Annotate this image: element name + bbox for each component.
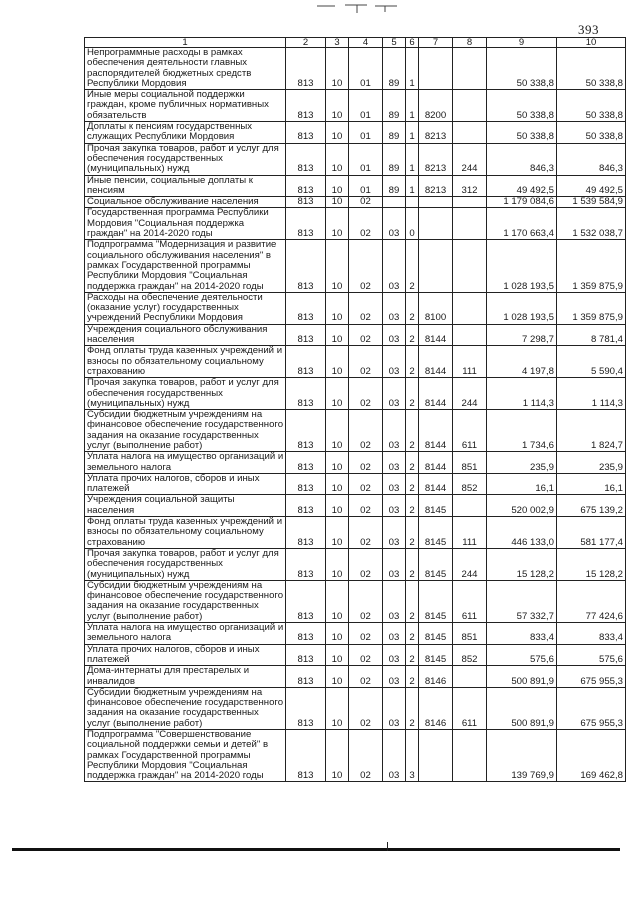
subsection-code: 02	[349, 410, 383, 452]
section-code: 10	[326, 644, 349, 666]
section-code: 10	[326, 687, 349, 729]
subsection-code: 02	[349, 346, 383, 378]
target-item-code	[419, 48, 453, 90]
expense-type-code: 244	[453, 143, 487, 175]
target-item-code	[419, 730, 453, 782]
table-row	[85, 143, 626, 175]
table-row	[85, 666, 626, 688]
ministry-code: 813	[286, 548, 326, 580]
ministry-code: 813	[286, 452, 326, 474]
subprogram-code: 2	[406, 623, 419, 645]
target-item-code: 8145	[419, 517, 453, 549]
amount-second-year: 581 177,4	[557, 517, 626, 549]
program-code	[383, 197, 406, 208]
target-item-code	[419, 208, 453, 240]
table-row	[85, 292, 626, 324]
column-number-5: 5	[383, 38, 406, 48]
amount-second-year: 1 532 038,7	[557, 208, 626, 240]
program-code: 03	[383, 580, 406, 622]
subsection-code: 02	[349, 208, 383, 240]
subsection-code: 01	[349, 122, 383, 144]
section-code: 10	[326, 473, 349, 495]
subsection-code: 01	[349, 90, 383, 122]
amount-first-year: 4 197,8	[487, 346, 557, 378]
amount-second-year: 575,6	[557, 644, 626, 666]
target-item-code: 8213	[419, 175, 453, 197]
column-number-row	[85, 38, 626, 48]
program-code: 03	[383, 208, 406, 240]
expense-type-code	[453, 197, 487, 208]
section-code: 10	[326, 208, 349, 240]
subsection-code: 02	[349, 548, 383, 580]
amount-first-year: 50 338,8	[487, 122, 557, 144]
section-code: 10	[326, 410, 349, 452]
expense-type-code: 851	[453, 623, 487, 645]
program-code: 03	[383, 623, 406, 645]
ministry-code: 813	[286, 175, 326, 197]
table-row	[85, 644, 626, 666]
amount-first-year: 57 332,7	[487, 580, 557, 622]
table-row	[85, 410, 626, 452]
expense-name: Уплата налога на имущество организаций и земельного налога	[85, 452, 286, 474]
table-row	[85, 378, 626, 410]
expense-name: Государственная программа Республики Мордовия "Социальная поддержка граждан" на 2014-2020 годы	[85, 208, 286, 240]
section-code: 10	[326, 122, 349, 144]
amount-first-year: 16,1	[487, 473, 557, 495]
target-item-code: 8144	[419, 410, 453, 452]
section-code: 10	[326, 90, 349, 122]
subprogram-code: 0	[406, 208, 419, 240]
target-item-code: 8213	[419, 143, 453, 175]
program-code: 03	[383, 292, 406, 324]
expense-type-code	[453, 240, 487, 292]
expense-type-code	[453, 730, 487, 782]
subsection-code: 02	[349, 623, 383, 645]
expense-type-code: 244	[453, 548, 487, 580]
amount-first-year: 500 891,9	[487, 666, 557, 688]
ministry-code: 813	[286, 197, 326, 208]
program-code: 03	[383, 548, 406, 580]
subprogram-code: 2	[406, 452, 419, 474]
amount-second-year: 15 128,2	[557, 548, 626, 580]
ministry-code: 813	[286, 378, 326, 410]
program-code: 03	[383, 324, 406, 346]
amount-first-year: 50 338,8	[487, 48, 557, 90]
target-item-code: 8213	[419, 122, 453, 144]
amount-second-year: 1 359 875,9	[557, 240, 626, 292]
program-code: 03	[383, 495, 406, 517]
expense-type-code	[453, 495, 487, 517]
expense-name: Дома-интернаты для престарелых и инвалидов	[85, 666, 286, 688]
target-item-code: 8100	[419, 292, 453, 324]
expense-name: Расходы на обеспечение деятельности (оказание услуг) государственных учреждений Республики Мордовия	[85, 292, 286, 324]
column-number-4: 4	[349, 38, 383, 48]
program-code: 89	[383, 48, 406, 90]
subprogram-code: 1	[406, 143, 419, 175]
expense-type-code	[453, 48, 487, 90]
subsection-code: 02	[349, 240, 383, 292]
amount-first-year: 575,6	[487, 644, 557, 666]
expense-name: Прочая закупка товаров, работ и услуг для обеспечения государственных (муниципальных) нужд	[85, 143, 286, 175]
table-row	[85, 452, 626, 474]
subsection-code: 02	[349, 473, 383, 495]
subprogram-code: 2	[406, 644, 419, 666]
expense-type-code	[453, 122, 487, 144]
expense-name: Уплата налога на имущество организаций и земельного налога	[85, 623, 286, 645]
program-code: 89	[383, 122, 406, 144]
amount-second-year: 1 824,7	[557, 410, 626, 452]
expense-name: Доплаты к пенсиям государственных служащих Республики Мордовия	[85, 122, 286, 144]
subsection-code: 01	[349, 48, 383, 90]
expense-type-code: 111	[453, 517, 487, 549]
subprogram-code: 2	[406, 240, 419, 292]
subprogram-code: 2	[406, 687, 419, 729]
ministry-code: 813	[286, 346, 326, 378]
ministry-code: 813	[286, 143, 326, 175]
expense-type-code	[453, 666, 487, 688]
table-row	[85, 197, 626, 208]
section-code: 10	[326, 623, 349, 645]
expense-name: Уплата прочих налогов, сборов и иных платежей	[85, 644, 286, 666]
subprogram-code: 2	[406, 495, 419, 517]
column-number-6: 6	[406, 38, 419, 48]
table-row	[85, 346, 626, 378]
program-code: 03	[383, 378, 406, 410]
subsection-code: 02	[349, 517, 383, 549]
table-row	[85, 517, 626, 549]
page-number: 393	[578, 22, 599, 37]
target-item-code: 8144	[419, 324, 453, 346]
column-number-7: 7	[419, 38, 453, 48]
ministry-code: 813	[286, 687, 326, 729]
program-code: 03	[383, 410, 406, 452]
expense-name: Подпрограмма "Модернизация и развитие социального обслуживания населения" в рамках Государственной программы Республики Мордовия "Социальная поддержка граждан" на 2014-2020 годы	[85, 240, 286, 292]
subsection-code: 02	[349, 292, 383, 324]
section-code: 10	[326, 346, 349, 378]
section-code: 10	[326, 378, 349, 410]
program-code: 03	[383, 240, 406, 292]
target-item-code: 8145	[419, 644, 453, 666]
expense-name: Непрограммные расходы в рамках обеспечения деятельности главных распорядителей бюджетных средств Республики Мордовия	[85, 48, 286, 90]
expense-name: Прочая закупка товаров, работ и услуг для обеспечения государственных (муниципальных) нужд	[85, 548, 286, 580]
subsection-code: 01	[349, 175, 383, 197]
section-code: 10	[326, 197, 349, 208]
target-item-code	[419, 240, 453, 292]
amount-first-year: 1 734,6	[487, 410, 557, 452]
column-number-1: 1	[85, 38, 286, 48]
section-code: 10	[326, 517, 349, 549]
amount-first-year: 1 114,3	[487, 378, 557, 410]
table-row	[85, 495, 626, 517]
ministry-code: 813	[286, 473, 326, 495]
bottom-rule	[12, 848, 620, 851]
target-item-code	[419, 197, 453, 208]
expense-type-code: 312	[453, 175, 487, 197]
subprogram-code: 2	[406, 517, 419, 549]
target-item-code: 8144	[419, 452, 453, 474]
amount-second-year: 833,4	[557, 623, 626, 645]
target-item-code: 8146	[419, 687, 453, 729]
expense-type-code: 852	[453, 644, 487, 666]
target-item-code: 8145	[419, 580, 453, 622]
ministry-code: 813	[286, 623, 326, 645]
expense-type-code	[453, 208, 487, 240]
table-body	[85, 48, 626, 782]
subsection-code: 02	[349, 197, 383, 208]
amount-first-year: 50 338,8	[487, 90, 557, 122]
subprogram-code: 2	[406, 548, 419, 580]
amount-first-year: 1 179 084,6	[487, 197, 557, 208]
target-item-code: 8200	[419, 90, 453, 122]
amount-second-year: 49 492,5	[557, 175, 626, 197]
subprogram-code: 2	[406, 580, 419, 622]
program-code: 89	[383, 143, 406, 175]
ministry-code: 813	[286, 410, 326, 452]
amount-second-year: 50 338,8	[557, 122, 626, 144]
amount-first-year: 139 769,9	[487, 730, 557, 782]
section-code: 10	[326, 175, 349, 197]
bottom-rule-tick	[387, 842, 388, 851]
target-item-code: 8145	[419, 495, 453, 517]
section-code: 10	[326, 452, 349, 474]
subsection-code: 02	[349, 452, 383, 474]
ministry-code: 813	[286, 292, 326, 324]
section-code: 10	[326, 548, 349, 580]
ministry-code: 813	[286, 730, 326, 782]
amount-first-year: 446 133,0	[487, 517, 557, 549]
amount-second-year: 8 781,4	[557, 324, 626, 346]
amount-second-year: 846,3	[557, 143, 626, 175]
expense-type-code: 111	[453, 346, 487, 378]
expense-type-code: 611	[453, 410, 487, 452]
column-number-3: 3	[326, 38, 349, 48]
subprogram-code: 2	[406, 410, 419, 452]
amount-first-year: 846,3	[487, 143, 557, 175]
expense-name: Иные меры социальной поддержки граждан, кроме публичных нормативных обязательств	[85, 90, 286, 122]
amount-second-year: 1 114,3	[557, 378, 626, 410]
section-code: 10	[326, 48, 349, 90]
program-code: 03	[383, 644, 406, 666]
amount-second-year: 235,9	[557, 452, 626, 474]
amount-first-year: 520 002,9	[487, 495, 557, 517]
expense-type-code: 244	[453, 378, 487, 410]
amount-second-year: 50 338,8	[557, 48, 626, 90]
budget-table	[84, 37, 626, 782]
subsection-code: 02	[349, 324, 383, 346]
amount-first-year: 1 170 663,4	[487, 208, 557, 240]
expense-type-code: 611	[453, 687, 487, 729]
table-row	[85, 730, 626, 782]
table-row	[85, 687, 626, 729]
program-code: 03	[383, 666, 406, 688]
expense-name: Учреждения социального обслуживания населения	[85, 324, 286, 346]
section-code: 10	[326, 580, 349, 622]
section-code: 10	[326, 730, 349, 782]
ministry-code: 813	[286, 122, 326, 144]
amount-first-year: 7 298,7	[487, 324, 557, 346]
program-code: 03	[383, 473, 406, 495]
subprogram-code: 1	[406, 90, 419, 122]
subsection-code: 02	[349, 644, 383, 666]
expense-type-code	[453, 324, 487, 346]
table-row	[85, 580, 626, 622]
scan-artifact-mark	[305, 2, 405, 14]
program-code: 03	[383, 687, 406, 729]
expense-name: Фонд оплаты труда казенных учреждений и взносы по обязательному социальному страхованию	[85, 346, 286, 378]
amount-second-year: 1 539 584,9	[557, 197, 626, 208]
section-code: 10	[326, 292, 349, 324]
subprogram-code: 2	[406, 324, 419, 346]
ministry-code: 813	[286, 580, 326, 622]
expense-name: Социальное обслуживание населения	[85, 197, 286, 208]
ministry-code: 813	[286, 48, 326, 90]
subsection-code: 02	[349, 378, 383, 410]
column-number-9: 9	[487, 38, 557, 48]
program-code: 03	[383, 730, 406, 782]
subprogram-code: 1	[406, 122, 419, 144]
amount-first-year: 15 128,2	[487, 548, 557, 580]
table-row	[85, 324, 626, 346]
expense-name: Фонд оплаты труда казенных учреждений и взносы по обязательному социальному страхованию	[85, 517, 286, 549]
subsection-code: 02	[349, 730, 383, 782]
expense-name: Субсидии бюджетным учреждениям на финансовое обеспечение государственного задания на оказание государственных услуг (выполнение работ)	[85, 410, 286, 452]
section-code: 10	[326, 324, 349, 346]
amount-first-year: 833,4	[487, 623, 557, 645]
subsection-code: 02	[349, 580, 383, 622]
subprogram-code: 2	[406, 473, 419, 495]
expense-name: Прочая закупка товаров, работ и услуг для обеспечения государственных (муниципальных) нужд	[85, 378, 286, 410]
table-row	[85, 240, 626, 292]
table-row	[85, 175, 626, 197]
target-item-code: 8145	[419, 548, 453, 580]
subprogram-code: 2	[406, 346, 419, 378]
expense-name: Подпрограмма "Совершенствование социальной поддержки семьи и детей" в рамках Государственной программы Республики Мордовия "Социальная поддержка граждан" на 2014-2020 годы	[85, 730, 286, 782]
subprogram-code: 1	[406, 175, 419, 197]
amount-second-year: 675 955,3	[557, 687, 626, 729]
subprogram-code	[406, 197, 419, 208]
ministry-code: 813	[286, 517, 326, 549]
amount-first-year: 1 028 193,5	[487, 240, 557, 292]
target-item-code: 8144	[419, 473, 453, 495]
table-row	[85, 208, 626, 240]
ministry-code: 813	[286, 644, 326, 666]
expense-type-code	[453, 292, 487, 324]
column-number-8: 8	[453, 38, 487, 48]
program-code: 03	[383, 346, 406, 378]
amount-first-year: 49 492,5	[487, 175, 557, 197]
subsection-code: 02	[349, 666, 383, 688]
amount-second-year: 16,1	[557, 473, 626, 495]
subprogram-code: 2	[406, 666, 419, 688]
section-code: 10	[326, 666, 349, 688]
amount-first-year: 500 891,9	[487, 687, 557, 729]
expense-name: Субсидии бюджетным учреждениям на финансовое обеспечение государственного задания на оказание государственных услуг (выполнение работ)	[85, 580, 286, 622]
expense-name: Уплата прочих налогов, сборов и иных платежей	[85, 473, 286, 495]
expense-name: Учреждения социальной защиты населения	[85, 495, 286, 517]
amount-first-year: 1 028 193,5	[487, 292, 557, 324]
amount-second-year: 1 359 875,9	[557, 292, 626, 324]
section-code: 10	[326, 143, 349, 175]
amount-second-year: 169 462,8	[557, 730, 626, 782]
table-row	[85, 473, 626, 495]
expense-name: Иные пенсии, социальные доплаты к пенсиям	[85, 175, 286, 197]
expense-type-code: 852	[453, 473, 487, 495]
target-item-code: 8144	[419, 378, 453, 410]
ministry-code: 813	[286, 208, 326, 240]
table-row	[85, 623, 626, 645]
subsection-code: 02	[349, 687, 383, 729]
section-code: 10	[326, 495, 349, 517]
column-number-10: 10	[557, 38, 626, 48]
amount-second-year: 5 590,4	[557, 346, 626, 378]
expense-type-code: 611	[453, 580, 487, 622]
expense-type-code: 851	[453, 452, 487, 474]
subsection-code: 01	[349, 143, 383, 175]
table-row	[85, 90, 626, 122]
subprogram-code: 3	[406, 730, 419, 782]
target-item-code: 8144	[419, 346, 453, 378]
program-code: 03	[383, 452, 406, 474]
ministry-code: 813	[286, 495, 326, 517]
subprogram-code: 2	[406, 378, 419, 410]
ministry-code: 813	[286, 324, 326, 346]
ministry-code: 813	[286, 666, 326, 688]
subprogram-code: 2	[406, 292, 419, 324]
section-code: 10	[326, 240, 349, 292]
table-row	[85, 548, 626, 580]
amount-second-year: 50 338,8	[557, 90, 626, 122]
expense-name: Субсидии бюджетным учреждениям на финансовое обеспечение государственного задания на оказание государственных услуг (выполнение работ)	[85, 687, 286, 729]
subprogram-code: 1	[406, 48, 419, 90]
table-row	[85, 122, 626, 144]
amount-first-year: 235,9	[487, 452, 557, 474]
expense-type-code	[453, 90, 487, 122]
target-item-code: 8145	[419, 623, 453, 645]
amount-second-year: 77 424,6	[557, 580, 626, 622]
column-number-2: 2	[286, 38, 326, 48]
program-code: 89	[383, 90, 406, 122]
subsection-code: 02	[349, 495, 383, 517]
amount-second-year: 675 139,2	[557, 495, 626, 517]
program-code: 89	[383, 175, 406, 197]
ministry-code: 813	[286, 90, 326, 122]
target-item-code: 8146	[419, 666, 453, 688]
ministry-code: 813	[286, 240, 326, 292]
program-code: 03	[383, 517, 406, 549]
amount-second-year: 675 955,3	[557, 666, 626, 688]
table-row	[85, 48, 626, 90]
